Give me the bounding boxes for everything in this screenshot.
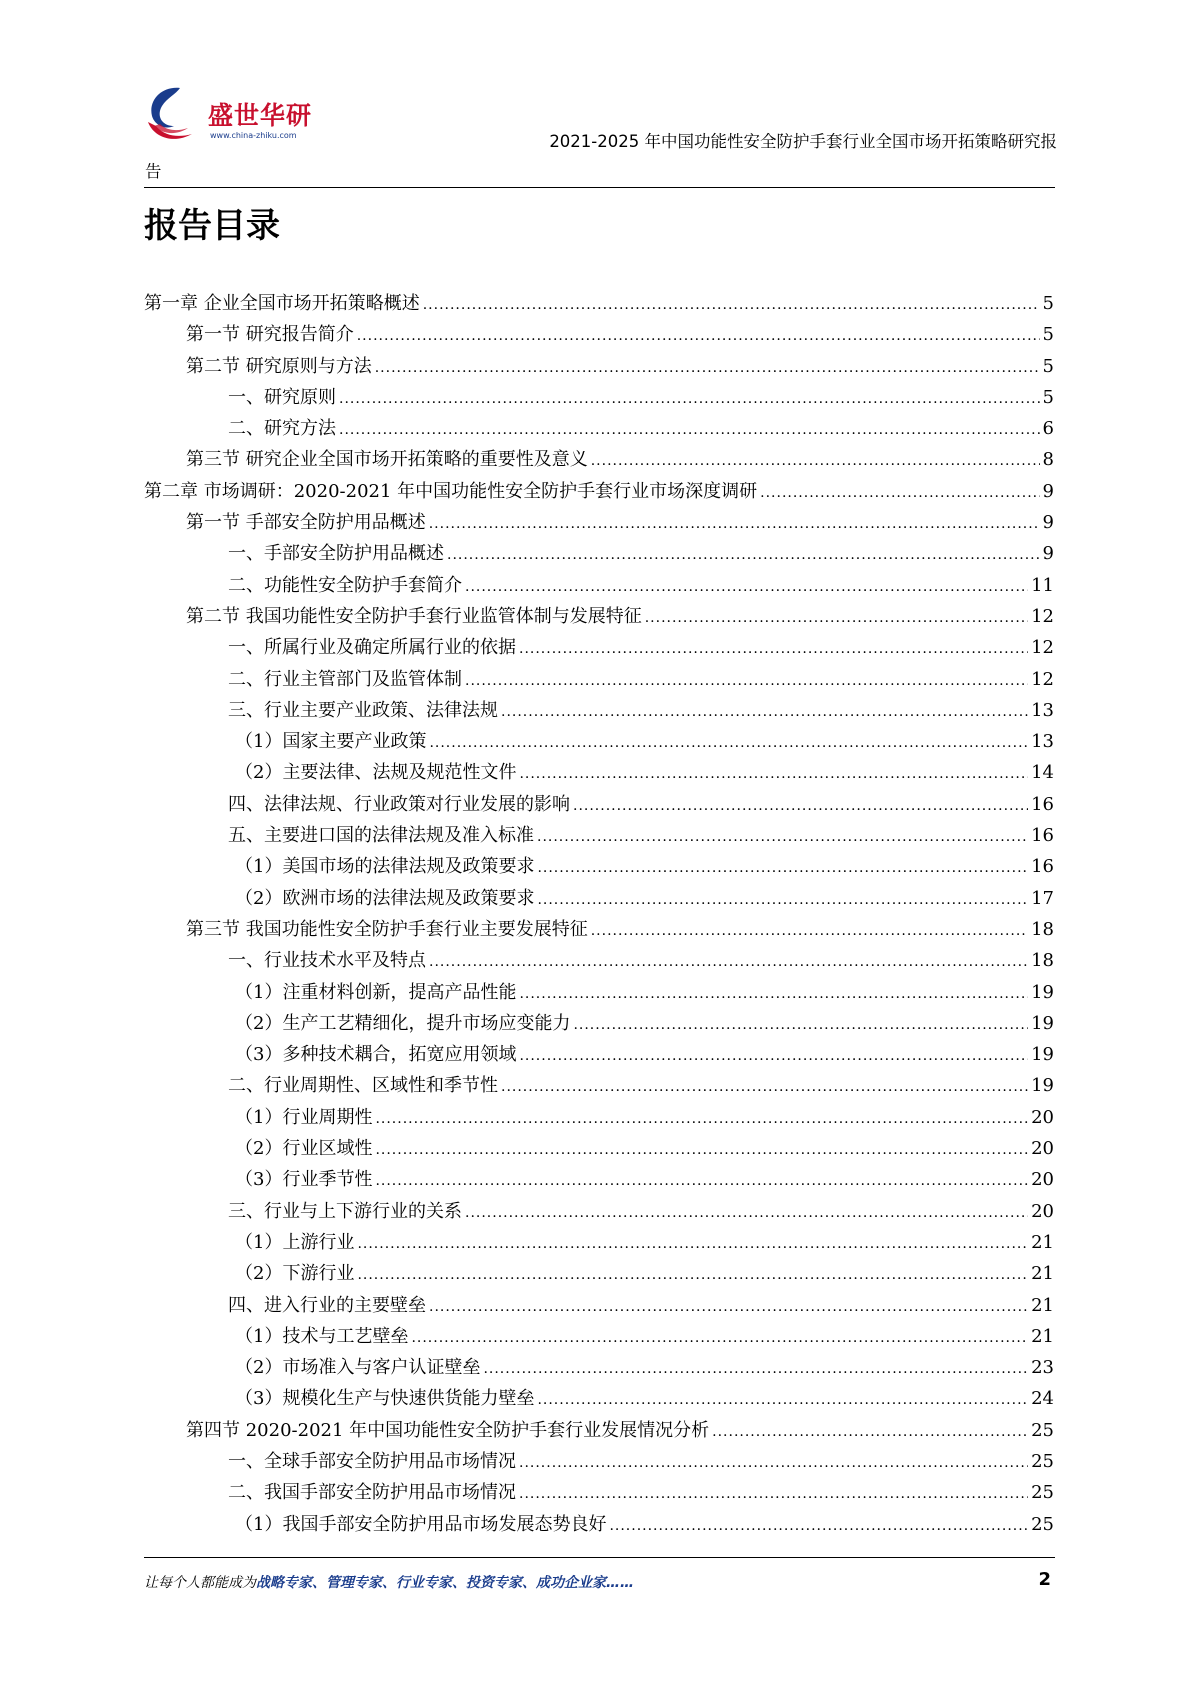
toc-entry[interactable] [144,289,1054,320]
toc-leader-dots [591,453,1040,469]
toc-leader-dots [573,798,1028,814]
toc-leader-dots [537,829,1028,845]
toc-entry-title: 一、行业技术水平及特点 [228,950,426,972]
toc-entry[interactable] [144,884,1054,915]
toc-entry-title: 第二节 研究原则与方法 [186,355,372,377]
toc-leader-dots [429,516,1040,532]
toc-entry-title: 五、主要进口国的法律法规及准入标准 [228,825,534,847]
toc-entry-title: （2）行业区域性 [235,1138,373,1160]
toc-entry-page: 20 [1031,1169,1054,1191]
toc-entry-page: 13 [1031,699,1054,721]
toc-entry[interactable] [144,1384,1054,1415]
toc-entry-title: 一、手部安全防护用品概述 [228,543,444,565]
toc-entry[interactable] [144,665,1054,696]
toc-entry-title: 第三节 研究企业全国市场开拓策略的重要性及意义 [186,449,588,471]
toc-entry-page: 25 [1031,1419,1054,1441]
toc-entry-page: 9 [1042,512,1054,534]
toc-entry[interactable] [144,1134,1054,1165]
toc-entry-page: 5 [1042,293,1054,314]
toc-entry[interactable] [144,320,1054,351]
toc-leader-dots [712,1424,1028,1440]
toc-entry-page: 25 [1031,1482,1054,1504]
header-divider [144,187,1055,188]
toc-entry-page: 6 [1042,418,1054,440]
toc-entry-title: 第三节 我国功能性安全防护手套行业主要发展特征 [186,918,588,940]
toc-entry[interactable] [144,727,1054,758]
toc-entry-title: （2）欧洲市场的法律法规及政策要求 [235,887,535,909]
toc-entry[interactable] [144,414,1054,445]
report-header-title-continuation: 告 [145,162,162,181]
toc-entry-page: 12 [1031,605,1054,627]
toc-leader-dots [519,1048,1028,1064]
toc-entry-page: 9 [1042,543,1054,565]
toc-entry-page: 18 [1031,950,1054,972]
toc-entry-title: （1）行业周期性 [235,1106,373,1128]
footer-slogan-prefix: 让每个人都能成为 [144,1575,256,1591]
toc-entry-title: （3）规模化生产与快速供货能力壁垒 [235,1388,535,1410]
toc-entry-title: 第一节 手部安全防护用品概述 [186,512,426,534]
toc-entry-title: 三、行业主要产业政策、法律法规 [228,699,498,721]
toc-entry-title: 二、行业周期性、区域性和季节性 [228,1075,498,1097]
toc-entry[interactable] [144,758,1054,789]
table-of-contents [144,289,1054,1541]
toc-entry[interactable] [144,978,1054,1009]
toc-entry-page: 19 [1031,981,1054,1003]
toc-entry[interactable] [144,852,1054,883]
toc-leader-dots [429,735,1028,751]
toc-leader-dots [501,704,1028,720]
toc-entry[interactable] [144,821,1054,852]
toc-entry[interactable] [144,915,1054,946]
toc-entry[interactable] [144,696,1054,727]
toc-entry[interactable] [144,477,1054,508]
toc-entry-page: 16 [1031,793,1054,815]
toc-entry-page: 21 [1031,1294,1054,1316]
toc-entry[interactable] [144,1510,1054,1541]
toc-entry-page: 21 [1031,1325,1054,1347]
toc-leader-dots [375,1111,1028,1127]
toc-entry-title: 二、行业主管部门及监管体制 [228,668,462,690]
toc-entry[interactable] [144,1103,1054,1134]
toc-entry[interactable] [144,1478,1054,1509]
toc-leader-dots [591,923,1028,939]
footer-slogan-emphasis: 战略专家、管理专家、行业专家、投资专家、成功企业家…… [256,1575,634,1591]
toc-leader-dots [537,860,1028,876]
toc-leader-dots [645,610,1028,626]
toc-entry-page: 5 [1042,324,1054,346]
toc-leader-dots [537,1392,1028,1408]
logo-name: 盛世华研 [208,101,313,130]
toc-entry-page: 20 [1031,1106,1054,1128]
toc-entry[interactable] [144,445,1054,476]
toc-leader-dots [760,485,1039,501]
toc-entry[interactable] [144,1009,1054,1040]
toc-entry-page: 14 [1031,762,1054,784]
toc-entry[interactable] [144,1259,1054,1290]
toc-entry-title: （1）注重材料创新，提高产品性能 [235,981,517,1003]
toc-entry-title: （3）行业季节性 [235,1169,373,1191]
toc-entry-title: 第二节 我国功能性安全防护手套行业监管体制与发展特征 [186,605,642,627]
toc-entry-title: 四、法律法规、行业政策对行业发展的影响 [228,793,570,815]
company-logo [140,82,313,152]
toc-entry-title: 二、研究方法 [228,418,336,440]
toc-entry-page: 21 [1031,1263,1054,1285]
toc-entry-page: 19 [1031,1075,1054,1097]
toc-leader-dots [429,954,1028,970]
toc-entry-page: 19 [1031,1044,1054,1066]
toc-leader-dots [609,1518,1028,1534]
toc-entry-page: 25 [1031,1450,1054,1472]
toc-leader-dots [357,328,1040,344]
toc-entry[interactable] [144,1071,1054,1102]
toc-entry[interactable] [144,1353,1054,1384]
toc-entry-title: 第一章 企业全国市场开拓策略概述 [144,293,420,314]
toc-leader-dots [339,422,1040,438]
toc-leader-dots [375,1142,1028,1158]
toc-leader-dots [423,297,1040,313]
page-number: 2 [1038,1569,1051,1590]
toc-leader-dots [519,1486,1028,1502]
toc-entry-page: 12 [1031,637,1054,659]
toc-entry[interactable] [144,946,1054,977]
toc-entry-title: 一、所属行业及确定所属行业的依据 [228,637,516,659]
toc-entry-page: 8 [1042,449,1054,471]
toc-entry-page: 16 [1031,825,1054,847]
toc-entry[interactable] [144,633,1054,664]
report-header-title: 2021-2025 年中国功能性安全防护手套行业全国市场开拓策略研究报 [549,132,1057,151]
toc-leader-dots [429,1299,1028,1315]
footer-divider [144,1557,1055,1558]
toc-entry[interactable] [144,539,1054,570]
toc-entry-title: （1）美国市场的法律法规及政策要求 [235,856,535,878]
toc-entry-title: 三、行业与上下游行业的关系 [228,1200,462,1222]
toc-entry-page: 16 [1031,856,1054,878]
toc-leader-dots [375,1173,1028,1189]
toc-leader-dots [519,1455,1028,1471]
toc-entry[interactable] [144,1447,1054,1478]
footer-slogan [144,1572,634,1592]
toc-entry[interactable] [144,352,1054,383]
toc-entry-page: 17 [1031,887,1054,909]
toc-entry[interactable] [144,1040,1054,1071]
toc-entry-page: 11 [1031,574,1054,596]
toc-entry-title: 第四节 2020-2021 年中国功能性安全防护手套行业发展情况分析 [186,1419,710,1441]
toc-leader-dots [465,673,1028,689]
toc-entry-page: 5 [1042,355,1054,377]
toc-entry-title: （1）我国手部安全防护用品市场发展态势良好 [235,1513,607,1535]
toc-entry-page: 13 [1031,731,1054,753]
toc-entry-title: （2）市场准入与客户认证壁垒 [235,1357,481,1379]
logo-emblem-icon [140,82,210,152]
toc-leader-dots [411,1330,1028,1346]
toc-entry[interactable] [144,1322,1054,1353]
toc-leader-dots [537,892,1028,908]
toc-entry[interactable] [144,1197,1054,1228]
toc-entry-title: 第一节 研究报告简介 [186,324,354,346]
toc-entry-title: 二、我国手部安全防护用品市场情况 [228,1482,516,1504]
toc-leader-dots [519,986,1028,1002]
toc-entry-page: 9 [1042,480,1054,502]
toc-entry-page: 5 [1042,386,1054,408]
toc-entry-page: 20 [1031,1138,1054,1160]
toc-leader-dots [573,1017,1028,1033]
toc-leader-dots [519,766,1028,782]
toc-entry-page: 20 [1031,1200,1054,1222]
toc-entry[interactable] [144,1291,1054,1322]
toc-leader-dots [339,391,1040,407]
toc-leader-dots [357,1267,1028,1283]
toc-entry-page: 21 [1031,1231,1054,1253]
toc-entry-page: 12 [1031,668,1054,690]
toc-entry-title: （2）主要法律、法规及规范性文件 [235,762,517,784]
toc-leader-dots [465,1205,1028,1221]
toc-entry-page: 24 [1031,1388,1054,1410]
toc-entry[interactable] [144,571,1054,602]
toc-entry[interactable] [144,1228,1054,1259]
toc-entry-title: 一、全球手部安全防护用品市场情况 [228,1450,516,1472]
toc-entry-title: （3）多种技术耦合，拓宽应用领域 [235,1044,517,1066]
toc-leader-dots [501,1079,1028,1095]
toc-entry-title: （1）上游行业 [235,1231,355,1253]
toc-entry-title: 四、进入行业的主要壁垒 [228,1294,426,1316]
toc-leader-dots [483,1361,1028,1377]
toc-leader-dots [375,360,1040,376]
toc-leader-dots [465,579,1028,595]
toc-entry[interactable] [144,508,1054,539]
toc-entry[interactable] [144,1416,1054,1447]
toc-entry-page: 19 [1031,1012,1054,1034]
toc-entry-title: 二、功能性安全防护手套简介 [228,574,462,596]
toc-entry-title: 第二章 市场调研：2020-2021 年中国功能性安全防护手套行业市场深度调研 [144,480,758,502]
toc-entry-page: 23 [1031,1357,1054,1379]
toc-entry-page: 18 [1031,918,1054,940]
toc-entry[interactable] [144,790,1054,821]
toc-entry[interactable] [144,1165,1054,1196]
toc-leader-dots [447,547,1040,563]
toc-entry[interactable] [144,383,1054,414]
toc-leader-dots [357,1236,1028,1252]
toc-leader-dots [519,641,1028,657]
toc-entry-title: （2）下游行业 [235,1263,355,1285]
toc-entry-page: 25 [1031,1513,1054,1535]
toc-entry-title: （1）国家主要产业政策 [235,731,427,753]
toc-entry-title: （1）技术与工艺壁垒 [235,1325,409,1347]
toc-entry-title: （2）生产工艺精细化，提升市场应变能力 [235,1012,571,1034]
toc-entry-title: 一、研究原则 [228,386,336,408]
toc-entry[interactable] [144,602,1054,633]
logo-url: www.china-zhiku.com [210,131,297,140]
page-title: 报告目录 [144,206,280,246]
